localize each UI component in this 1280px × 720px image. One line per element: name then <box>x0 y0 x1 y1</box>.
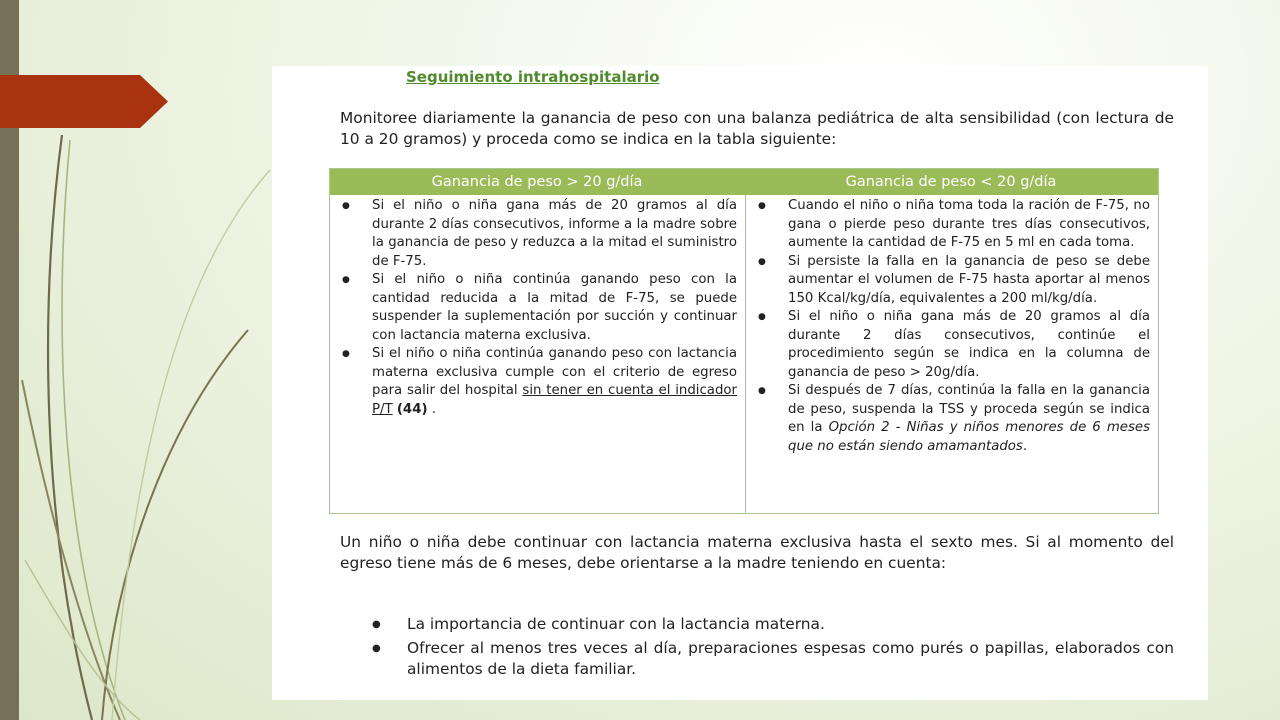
header-gain-above-20: Ganancia de peso > 20 g/día <box>431 174 643 190</box>
list-item: ● Si el niño o niña continúa ganando peso con la cantidad reducida a la mitad de F-75, se puede suspender la suplementación por succión y continuar con lactancia materna exclusiva. <box>342 271 737 345</box>
list-item: ● La importancia de continuar con la lactancia materna. <box>372 614 1174 635</box>
list-item: ● Si persiste la falla en la ganancia de peso se debe aumentar el volumen de F-75 hasta aportar al menos 150 Kcal/kg/día, equivalentes a 200 ml/kg/día. <box>758 253 1150 309</box>
table-body-row <box>330 195 1158 513</box>
weight-gain-table <box>329 168 1159 514</box>
list-item: ● Ofrecer al menos tres veces al día, preparaciones espesas como purés o papillas, elaborados con alimentos de la dieta familiar. <box>372 638 1174 680</box>
column-gain-above-20 <box>330 195 746 513</box>
italic-reference: Opción 2 - Niñas y niños menores de 6 meses que no están siendo amamantados <box>788 420 1151 454</box>
discharge-list <box>372 614 1174 683</box>
header-gain-below-20: Ganancia de peso < 20 g/día <box>845 174 1057 190</box>
section-title: Seguimiento intrahospitalario <box>406 68 660 86</box>
table-header-row <box>330 169 1158 195</box>
intro-paragraph: Monitoree diariamente la ganancia de peso con una balanza pediátrica de alta sensibilidad (con lectura de 10 a 20 gramos) y proceda como se indica en la tabla siguiente: <box>340 109 1174 148</box>
list-item: ● Si después de 7 días, continúa la falla en la ganancia de peso, suspenda la TSS y proceda según se indica en la Opción 2 - Niñas y niños menores de 6 meses que no están siendo amamantados. <box>758 382 1150 456</box>
reference-number: (44) <box>396 401 428 417</box>
column-gain-below-20 <box>746 195 1158 513</box>
discharge-paragraph: Un niño o niña debe continuar con lactancia materna exclusiva hasta el sexto mes. Si al momento del egreso tiene más de 6 meses, debe orientarse a la madre teniendo en cuenta: <box>340 533 1174 572</box>
underlined-text: sin tener en cuenta el indicador P/T <box>372 383 737 417</box>
list-item: ● Si el niño o niña gana más de 20 gramos al día durante 2 días consecutivos, continúe el procedimiento según se indica en la columna de ganancia de peso > 20g/día. <box>758 308 1150 382</box>
document-page <box>272 66 1208 700</box>
list-item: ● Cuando el niño o niña toma toda la ración de F-75, no gana o pierde peso durante tres días consecutivos, aumente la cantidad de F-75 en 5 ml en cada toma. <box>758 197 1150 253</box>
arrow-shape-icon <box>0 75 168 128</box>
list-item: ● Si el niño o niña gana más de 20 gramos al día durante 2 días consecutivos, informe a la madre sobre la ganancia de peso y reduzca a la mitad el suministro de F-75. <box>342 197 737 271</box>
list-item: ● Si el niño o niña continúa ganando peso con lactancia materna exclusiva cumple con el criterio de egreso para salir del hospital sin tener en cuenta el indicador P/T (44) . <box>342 345 737 419</box>
